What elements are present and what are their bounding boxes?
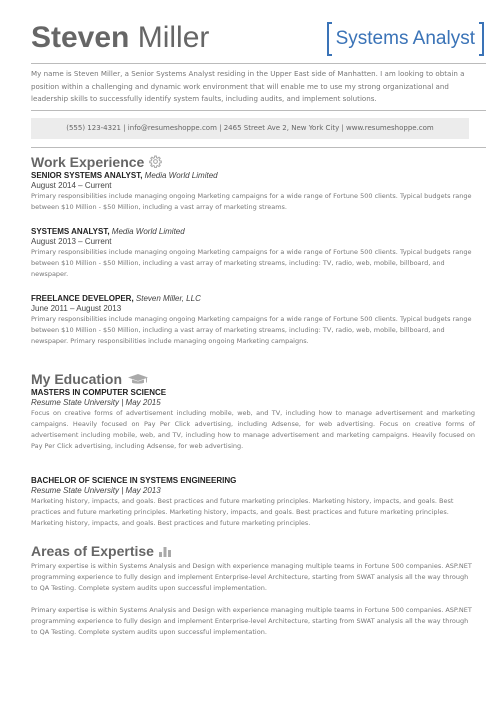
expertise-text: Primary expertise is within Systems Analysis and Design with experience managing multiple teams in Fortune 500 companies. ASP.NET programming experience to fully design and implement Enterprise-level Architecture, starting from SWAT analysis all the way through to QA Testing. Complete system audits upon successful implementation. xyxy=(31,562,472,592)
expertise-title: Areas of Expertise xyxy=(31,543,154,559)
expertise-paragraph xyxy=(31,605,475,638)
job-entry xyxy=(31,294,475,347)
employer: Media World Limited xyxy=(144,171,218,180)
role-bracket xyxy=(327,22,484,56)
employer: Steven Miller, LLC xyxy=(135,294,201,303)
job-entry xyxy=(31,171,475,213)
job-title: FREELANCE DEVELOPER, Steven Miller, LLC xyxy=(31,294,201,303)
role-title: Systems Analyst xyxy=(335,28,475,49)
degree-description: Focus on creative forms of advertisement including mobile, web, and TV, including how to manage advertisement and marketing campaigns. Heavily focused on Pay Per Click advertising, including Adsense, for web advertising. Focus on creative forms of advertisement including mobile, web, and TV, including how to manage advertisement and marketing campaigns. Heavily focused on Pay Per Click advertising, including Adsense, for web advertising. xyxy=(31,409,475,450)
resume-header xyxy=(31,20,486,64)
job-dates: August 2014 – Current xyxy=(31,181,112,190)
gear-icon xyxy=(149,155,162,171)
job-description: Primary responsibilities include managing ongoing Marketing campaigns for a wide range of Fortune 500 clients. Typical budgets range between $10 Million - $50 Million, including a vast array of marketing streams, including: TV, radio, web, mobile, billboard, and newspaper. xyxy=(31,248,472,278)
job-description: Primary responsibilities include managing ongoing Marketing campaigns for a wide range of Fortune 500 clients. Typical budgets range between $10 Million - $50 Million, including a vast array of marketing streams. xyxy=(31,192,472,211)
candidate-name xyxy=(31,20,209,56)
job-title: SENIOR SYSTEMS ANALYST, Media World Limited xyxy=(31,171,218,180)
education-title: My Education xyxy=(31,371,123,387)
expertise-text: Primary expertise is within Systems Analysis and Design with experience managing multiple teams in Fortune 500 companies. ASP.NET programming experience to fully design and implement Enterprise-level Architecture, starting from SWAT analysis all the way through to QA Testing. Complete system audits upon successful implementation. xyxy=(31,606,472,636)
job-dates: June 2011 – August 2013 xyxy=(31,304,122,313)
summary-text: My name is Steven Miller, a Senior Systems Analyst residing in the Upper East side of Manhatten. I am looking to obtain a position within a challenging and dynamic work environment that will enable me to use my strong organizational and leadership skills to successfully identify system faults, including audits, and implement solutions. xyxy=(31,69,465,103)
degree-title: MASTERS IN COMPUTER SCIENCE xyxy=(31,388,167,397)
expertise-paragraph xyxy=(31,561,475,594)
school-info: Resume State University | May 2015 xyxy=(31,398,161,407)
contact-divider xyxy=(31,147,486,148)
job-entry xyxy=(31,227,475,280)
school-info: Resume State University | May 2013 xyxy=(31,486,161,495)
degree-title: BACHELOR OF SCIENCE IN SYSTEMS ENGINEERING xyxy=(31,476,237,485)
job-dates: August 2013 – Current xyxy=(31,237,112,246)
bar-chart-icon xyxy=(159,544,171,560)
job-title: SYSTEMS ANALYST, Media World Limited xyxy=(31,227,185,236)
last-name: Miller xyxy=(137,21,210,54)
work-experience-title: Work Experience xyxy=(31,154,145,170)
contact-bar: (555) 123-4321 | info@resumeshoppe.com | 2465 Street Ave 2, New York City | www.resumeshoppe.com xyxy=(31,118,469,139)
first-name: Steven xyxy=(31,21,130,54)
summary-divider xyxy=(31,110,486,111)
work-experience-heading xyxy=(31,154,162,171)
header-divider xyxy=(31,63,486,64)
expertise-heading xyxy=(31,543,171,560)
degree-description: Marketing history, impacts, and goals. Best practices and future marketing principles. Marketing history, impacts, and goals. Best practices and future marketing principles. Marketing history, impacts, and goals. Best practices and future marketing principles. Marketing history, impacts, and goals. Best practices and future marketing principles. xyxy=(31,497,454,527)
graduation-cap-icon xyxy=(127,372,149,388)
job-description: Primary responsibilities include managing ongoing Marketing campaigns for a wide range of Fortune 500 clients. Typical budgets range between $10 Million - $50 Million, including a vast array of marketing streams, including: TV, radio, web, mobile, billboard, and newspaper. Primary responsibilities include managing ongoing Marketing campaigns. xyxy=(31,315,472,345)
education-heading xyxy=(31,371,149,388)
employer: Media World Limited xyxy=(111,227,185,236)
degree-entry xyxy=(31,388,475,452)
degree-entry xyxy=(31,476,475,529)
